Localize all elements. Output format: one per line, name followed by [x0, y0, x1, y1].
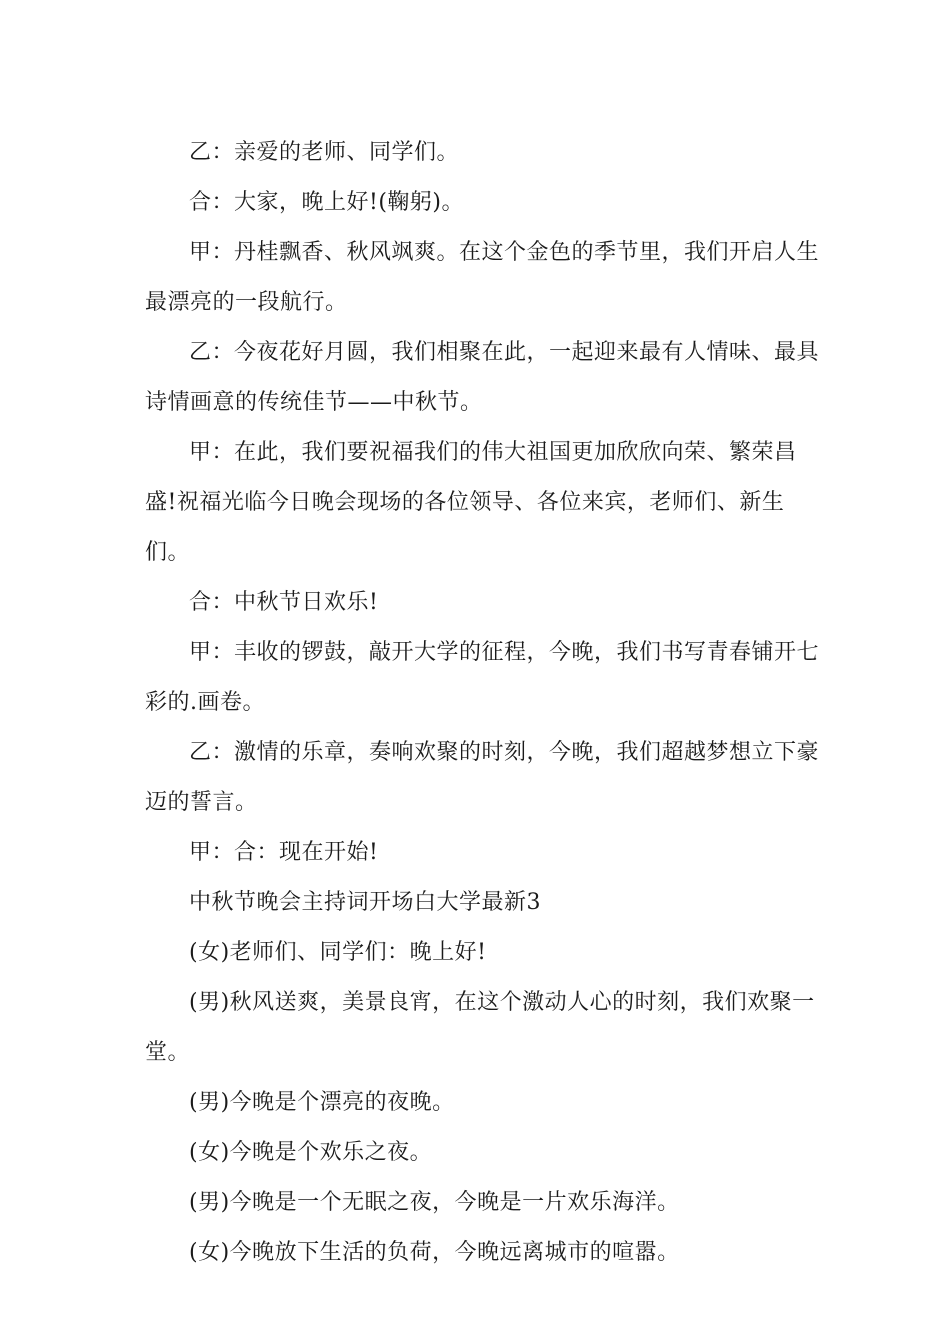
paragraph: (女)老师们、同学们：晚上好! [189, 940, 487, 965]
document-body [145, 128, 825, 1278]
section-heading: 中秋节晚会主持词开场白大学最新3 [189, 890, 541, 915]
paragraph: 乙：激情的乐章，奏响欢聚的时刻，今晚，我们超越梦想立下豪迈的誓言。 [145, 740, 820, 815]
paragraph: 乙：亲爱的老师、同学们。 [189, 140, 460, 165]
paragraph: 乙：今夜花好月圆，我们相聚在此，一起迎来最有人情味、最具诗情画意的传统佳节——中秋节。 [145, 340, 820, 415]
paragraph: 合：大家，晚上好!(鞠躬)。 [189, 190, 465, 215]
paragraph: 甲：合：现在开始! [189, 840, 379, 865]
paragraph: 甲：丰收的锣鼓，敲开大学的征程，今晚，我们书写青春铺开七彩的.画卷。 [145, 640, 820, 715]
paragraph: (男)今晚是个漂亮的夜晚。 [189, 1090, 455, 1115]
paragraph: 甲：在此，我们要祝福我们的伟大祖国更加欣欣向荣、繁荣昌盛!祝福光临今日晚会现场的各位领导、各位来宾，老师们、新生们。 [145, 440, 797, 565]
paragraph: (女)今晚是个欢乐之夜。 [189, 1140, 433, 1165]
paragraph: (男)秋风送爽，美景良宵，在这个激动人心的时刻，我们欢聚一堂。 [145, 990, 815, 1065]
paragraph: (男)今晚是一个无眠之夜，今晚是一片欢乐海洋。 [189, 1190, 680, 1215]
paragraph: (女)今晚放下生活的负荷，今晚远离城市的喧嚣。 [189, 1240, 680, 1265]
paragraph: 合：中秋节日欢乐! [189, 590, 379, 615]
paragraph: 甲：丹桂飘香、秋风飒爽。在这个金色的季节里，我们开启人生最漂亮的一段航行。 [145, 240, 820, 315]
